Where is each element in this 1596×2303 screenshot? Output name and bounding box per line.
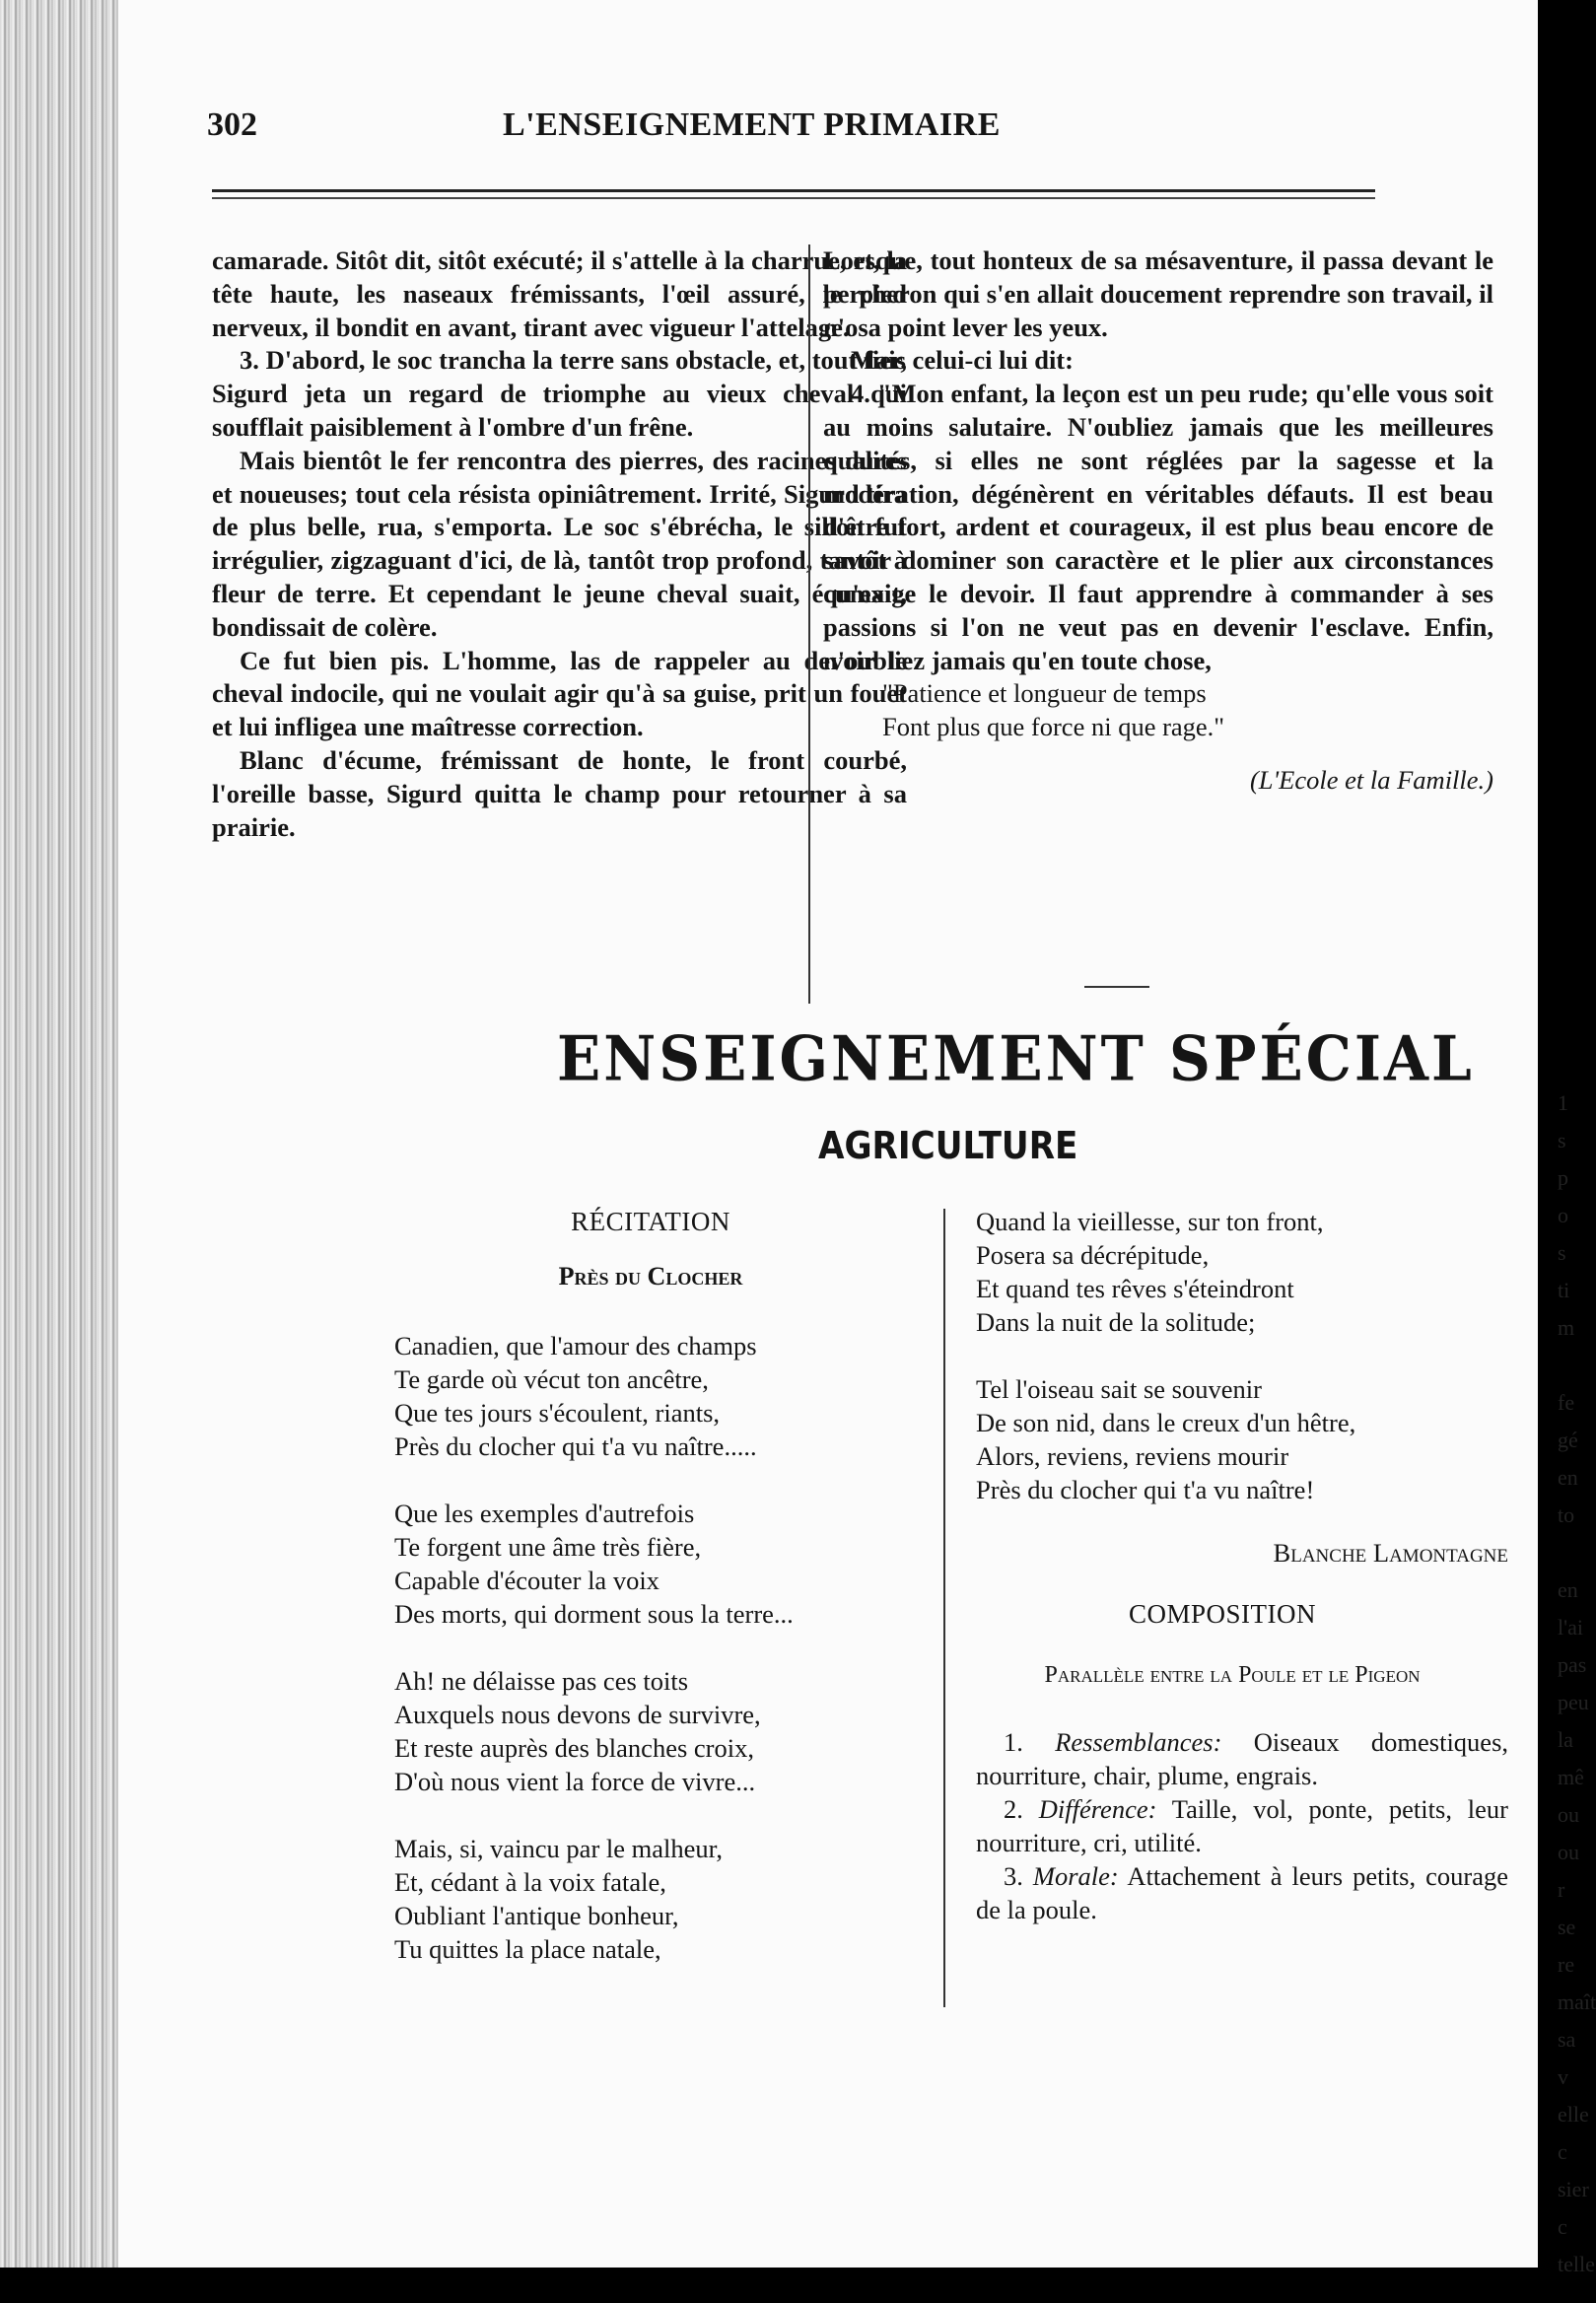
poem-stanza (976, 1372, 1508, 1506)
recitation-heading: RÉCITATION (571, 1207, 730, 1236)
poem-line: Mais, si, vaincu par le malheur, (394, 1834, 724, 1863)
next-page-fragment: telle (1558, 2252, 1595, 2276)
book-binding-edge (0, 0, 118, 2268)
poem-line: Des morts, qui dorment sous la terre... (394, 1599, 794, 1629)
poem-author: Blanche Lamontagne (1273, 1538, 1508, 1568)
verse-line: "Patience et longueur de temps (882, 678, 1207, 709)
next-page-fragment: ti (1558, 1278, 1570, 1302)
item-number: 1. (1004, 1727, 1023, 1757)
section-subtitle: AGRICULTURE (818, 1124, 1078, 1167)
composition-title: Parallèle entre la Poule et le Pigeon (1044, 1662, 1421, 1688)
page-number: 302 (207, 106, 257, 143)
poem-line: Canadien, que l'amour des champs (394, 1331, 757, 1361)
poem-line: Et quand tes rêves s'éteindront (976, 1274, 1294, 1303)
item-text: Attachement à leurs petits, courage de la poule. (976, 1861, 1509, 1924)
poem-line: Ah! ne délaisse pas ces toits (394, 1666, 689, 1696)
composition-items (976, 1725, 1508, 1926)
story-paragraph: Blanc d'écume, frémissant de honte, le front courbé, l'oreille basse, Sigurd quitta le champ pour retourner à sa prairie. (212, 744, 907, 842)
composition-item (976, 1792, 1508, 1859)
poem-stanza (394, 1664, 907, 1798)
item-text: Taille, vol, ponte, petits, leur nourriture, cri, utilité. (976, 1794, 1508, 1857)
column-rule (808, 244, 810, 1004)
next-page-fragment: ou r (1558, 1840, 1579, 1902)
next-page-edge (1558, 1084, 1596, 2276)
story-paragraph: 4. "Mon enfant, la leçon est un peu rude; qu'elle vous soit au moins salutaire. N'oubliez jamais que les meilleures qualités, si elles ne sont réglées par la sagesse et la modération, dégénèrent en véritables défauts. Il est beau d'être fort, ardent et courageux, il est plus beau encore de savoir dominer son caractère et le plier aux circonstances qu'exige le devoir. Il faut apprendre à commander à ses passions si l'on ne veut pas en devenir l'esclave. Enfin, n'oubliez jamais qu'en toute chose, (823, 379, 1493, 675)
next-page-fragment: se re (1558, 1915, 1576, 1977)
item-label: Morale: (1032, 1861, 1119, 1891)
recitation-column (394, 1205, 907, 1999)
poem-line: Et reste auprès des blanches croix, (394, 1733, 754, 1763)
story-paragraph: camarade. Sitôt dit, sitôt exécuté; il s'attelle à la charrue, et, la tête haute, les naseaux frémissants, l'œil assuré, le pied nerveux, il bondit en avant, tirant avec vigueur l'attelage. (212, 245, 907, 342)
next-page-fragment: peu (1558, 1690, 1589, 1714)
next-page-fragment: gé (1558, 1428, 1578, 1452)
next-page-fragment (1558, 1347, 1585, 1384)
composition-item (976, 1725, 1508, 1792)
next-page-fragment: en (1558, 1465, 1578, 1490)
poem-line: De son nid, dans le creux d'un hêtre, (976, 1408, 1356, 1437)
next-page-fragment: sier c (1558, 2177, 1589, 2239)
header-rule-thin (212, 197, 1375, 199)
poem-title: Près du Clocher (558, 1262, 743, 1291)
poem-stanza (394, 1497, 907, 1631)
poem-line: Que tes jours s'écoulent, riants, (394, 1398, 721, 1428)
next-page-fragment: fe (1558, 1390, 1575, 1415)
poem-stanza (394, 1832, 907, 1966)
poem-line: D'où nous vient la force de vivre... (394, 1767, 756, 1796)
page-header (207, 106, 1203, 150)
item-text: Oiseaux domestiques, nourriture, chair, plume, engrais. (976, 1727, 1509, 1790)
item-number: 3. (1004, 1861, 1023, 1891)
recitation-continued-column (976, 1205, 1508, 1926)
item-label: Différence: (1038, 1794, 1157, 1824)
item-label: Ressemblances: (1055, 1727, 1222, 1757)
composition-heading: COMPOSITION (1128, 1599, 1317, 1629)
next-page-fragment: l'ai (1558, 1615, 1583, 1640)
running-title: L'ENSEIGNEMENT PRIMAIRE (503, 106, 1001, 143)
story-paragraph: Lorsque, tout honteux de sa mésaventure, il passa devant le percheron qui s'en allait doucement reprendre son travail, il n'osa point lever les yeux. (823, 245, 1493, 342)
next-page-fragment: p (1558, 1165, 1568, 1190)
poem-line: Près du clocher qui t'a vu naître! (976, 1475, 1315, 1504)
next-page-fragment: o (1558, 1203, 1568, 1227)
poem-line: Et, cédant à la voix fatale, (394, 1867, 666, 1897)
poem-line: Posera sa décrépitude, (976, 1240, 1210, 1270)
next-page-fragment: sa v (1558, 2027, 1576, 2089)
story-left-column (212, 244, 907, 844)
next-page-fragment: to (1558, 1502, 1575, 1527)
poem-line: Te forgent une âme très fière, (394, 1532, 702, 1562)
next-page-fragment: s (1558, 1128, 1566, 1152)
poem-line: Près du clocher qui t'a vu naître..... (394, 1431, 757, 1461)
poem-stanza (394, 1329, 907, 1463)
story-paragraph: Mais celui-ci lui dit: (851, 345, 1074, 376)
poem-line: Capable d'écouter la voix (394, 1566, 659, 1595)
next-page-fragment: 1 (1558, 1090, 1568, 1115)
next-page-fragment: m (1558, 1315, 1575, 1340)
next-page-fragment: elle c (1558, 2102, 1589, 2164)
poem-line: Alors, reviens, reviens mourir (976, 1441, 1289, 1471)
next-page-fragment: la (1558, 1727, 1573, 1752)
poem-line: Auxquels nous devons de survivre, (394, 1700, 761, 1729)
section-title: ENSEIGNEMENT SPÉCIAL (557, 1022, 1475, 1095)
next-page-fragment (1558, 1534, 1585, 1571)
story-paragraph: 3. D'abord, le soc trancha la terre sans obstacle, et, tout fier, Sigurd jeta un regard de triomphe au vieux cheval qui soufflait paisiblement à l'ombre d'un frêne. (212, 345, 907, 442)
source-citation: (L'Ecole et la Famille.) (1249, 764, 1493, 795)
composition-item (976, 1859, 1508, 1926)
next-page-fragment: pas (1558, 1652, 1587, 1677)
poem-line: Que les exemples d'autrefois (394, 1499, 695, 1528)
next-page-fragment: en (1558, 1577, 1578, 1602)
poem-stanza (976, 1205, 1508, 1339)
poem-line: Tel l'oiseau sait se souvenir (976, 1374, 1262, 1404)
next-page-fragment: maît (1558, 1989, 1596, 2014)
poem-line: Dans la nuit de la solitude; (976, 1307, 1256, 1337)
poem-line: Te garde où vécut ton ancêtre, (394, 1364, 709, 1394)
next-page-fragment: mê (1558, 1765, 1584, 1789)
poem-line: Tu quittes la place natale, (394, 1934, 661, 1964)
separator-rule (1084, 986, 1149, 988)
verse-line: Font plus que force ni que rage." (882, 712, 1225, 742)
story-paragraph: Ce fut bien pis. L'homme, las de rappeler au devoir le cheval indocile, qui ne voulait agir qu'à sa guise, prit un fouet et lui infligea une maîtresse correction. (212, 645, 907, 742)
next-page-fragment: ou (1558, 1802, 1579, 1827)
poem-line: Oubliant l'antique bonheur, (394, 1901, 679, 1930)
story-right-column (823, 244, 1493, 798)
story-paragraph: Mais bientôt le fer rencontra des pierres, des racines dures et noueuses; tout cela résista opiniâtrement. Irrité, Sigurd tira de plus belle, rua, s'emporta. Le soc s'ébrécha, le sillon fut irrégulier, zigzaguant d'ici, de là, tantôt trop profond, tantôt à fleur de terre. Et cependant le jeune cheval suait, écumait, bondissait de colère. (212, 445, 907, 642)
poem-line: Quand la vieillesse, sur ton front, (976, 1207, 1324, 1236)
header-rule (212, 189, 1375, 192)
item-number: 2. (1004, 1794, 1023, 1824)
next-page-fragment: s (1558, 1240, 1566, 1265)
